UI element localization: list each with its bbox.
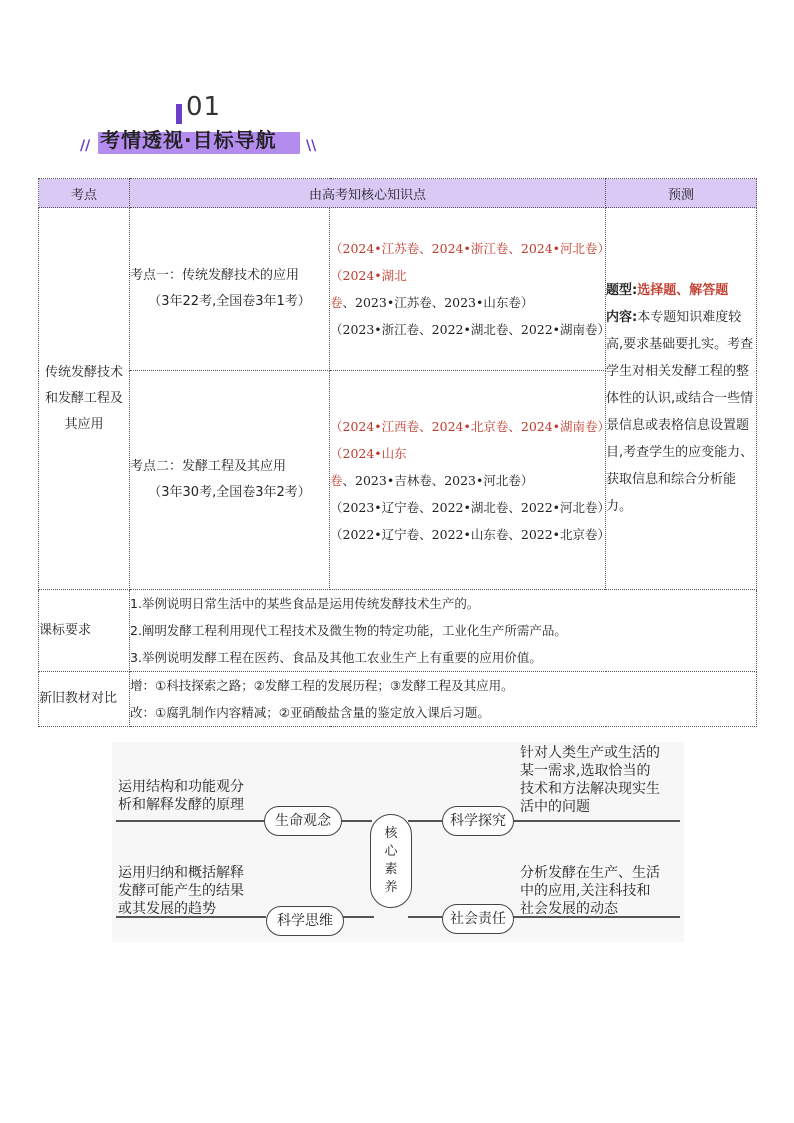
- point1-title: 考点一：传统发酵技术的应用: [130, 268, 300, 283]
- pill-life: 生命观念: [264, 806, 342, 836]
- header-knowledge: 由高考知核心知识点: [130, 179, 606, 208]
- prediction-content: 内容:本专题知识难度较高,要求基础要扎实。考查学生对相关发酵工程的整体性的认识,或结合一些情景信息或表格信息设置题目,考查学生的应变能力、获取信息和综合分析能力。: [606, 310, 754, 514]
- point1-year-line: （2023•浙江卷、2022•湖北卷、2022•湖南卷）: [330, 322, 611, 337]
- requirement-item: 2.阐明发酵工程利用现代工程技术及微生物的特定功能，工业化生产所需产品。: [130, 623, 567, 638]
- life-desc: 运用结构和功能观分 析和解释发酵的原理: [118, 779, 244, 813]
- table-header-row: [39, 179, 757, 208]
- connector-thinking: [342, 916, 374, 918]
- point2-years-cell: [330, 371, 611, 590]
- point2-year-line: （2024•江西卷、2024•北京卷、2024•湖南卷）: [330, 418, 611, 434]
- requirements-cell: [130, 590, 757, 672]
- connector-inquiry: [408, 820, 442, 822]
- point1-year-line: （2024•江苏卷、2024•浙江卷、2024•河北卷）: [330, 241, 611, 256]
- point1-years-cell: [330, 208, 611, 371]
- slash-decoration-left: //: [80, 138, 91, 154]
- pill-social: 社会责任: [442, 904, 514, 934]
- slash-decoration-right: \\: [306, 138, 317, 154]
- line-inquiry: [512, 820, 680, 822]
- inquiry-desc: 针对人类生产或生活的 某一需求,选取恰当的 技术和方法解决现实生 活中的问题: [520, 745, 660, 815]
- connector-social: [408, 916, 442, 918]
- requirement-item: 3.举例说明发酵工程在医药、食品及其他工农业生产上有重要的应用价值。: [130, 650, 542, 665]
- textbook-cell: [130, 672, 757, 727]
- header-prediction: 预测: [606, 179, 757, 208]
- point2-sub: （3年30考,全国卷3年2考）: [148, 485, 311, 500]
- topic-cell: 传统发酵技术和发酵工程及其应用: [39, 208, 130, 590]
- exam-overview-table: [38, 178, 757, 727]
- point2-title: 考点二：发酵工程及其应用: [130, 459, 287, 474]
- section-number: 01: [186, 92, 222, 122]
- requirement-item: 1.举例说明日常生活中的某些食品是运用传统发酵技术生产的。: [130, 596, 480, 611]
- textbook-added: 增：①科技探索之路；②发酵工程的发展历程；③发酵工程及其应用。: [130, 678, 514, 693]
- section-title: 考情透视·目标导航: [100, 128, 277, 152]
- core-literacy-diagram: [112, 742, 684, 942]
- table-row-requirements: [39, 590, 757, 672]
- prediction-cell: [606, 208, 757, 590]
- social-desc: 分析发酵在生产、生活 中的应用,关注科技和 社会发展的动态: [520, 865, 660, 917]
- point1-year-line: （2024•湖北卷、2023•江苏卷、2023•山东卷）: [330, 268, 534, 310]
- connector-life: [340, 820, 372, 822]
- textbook-changed: 改：①腐乳制作内容精减；②亚硝酸盐含量的鉴定放入课后习题。: [130, 705, 490, 720]
- thinking-desc: 运用归纳和概括解释 发酵可能产生的结果 或其发展的趋势: [118, 865, 244, 917]
- core-literacy-node: 核 心 素 养: [370, 814, 412, 908]
- header-topic: 考点: [39, 179, 130, 208]
- requirements-label: 课标要求: [39, 590, 130, 672]
- textbook-label: 新旧教材对比: [39, 672, 130, 727]
- prediction-type: 题型:选择题、解答题: [606, 283, 729, 298]
- section-number-accent: [176, 104, 182, 124]
- line-life: [116, 820, 264, 822]
- point2-year-line: （2023•辽宁卷、2022•湖北卷、2022•河北卷）: [330, 499, 611, 515]
- table-row-point1: [39, 208, 757, 371]
- point1-cell: [130, 208, 330, 371]
- point2-cell: [130, 371, 330, 590]
- pill-thinking: 科学思维: [266, 906, 344, 936]
- point2-year-line: （2022•辽宁卷、2022•山东卷、2022•北京卷）: [330, 526, 611, 542]
- point2-year-line: （2024•山东卷、2023•吉林卷、2023•河北卷）: [330, 445, 534, 488]
- point1-sub: （3年22考,全国卷3年1考）: [148, 294, 311, 309]
- pill-inquiry: 科学探究: [442, 806, 514, 836]
- table-row-textbook: [39, 672, 757, 727]
